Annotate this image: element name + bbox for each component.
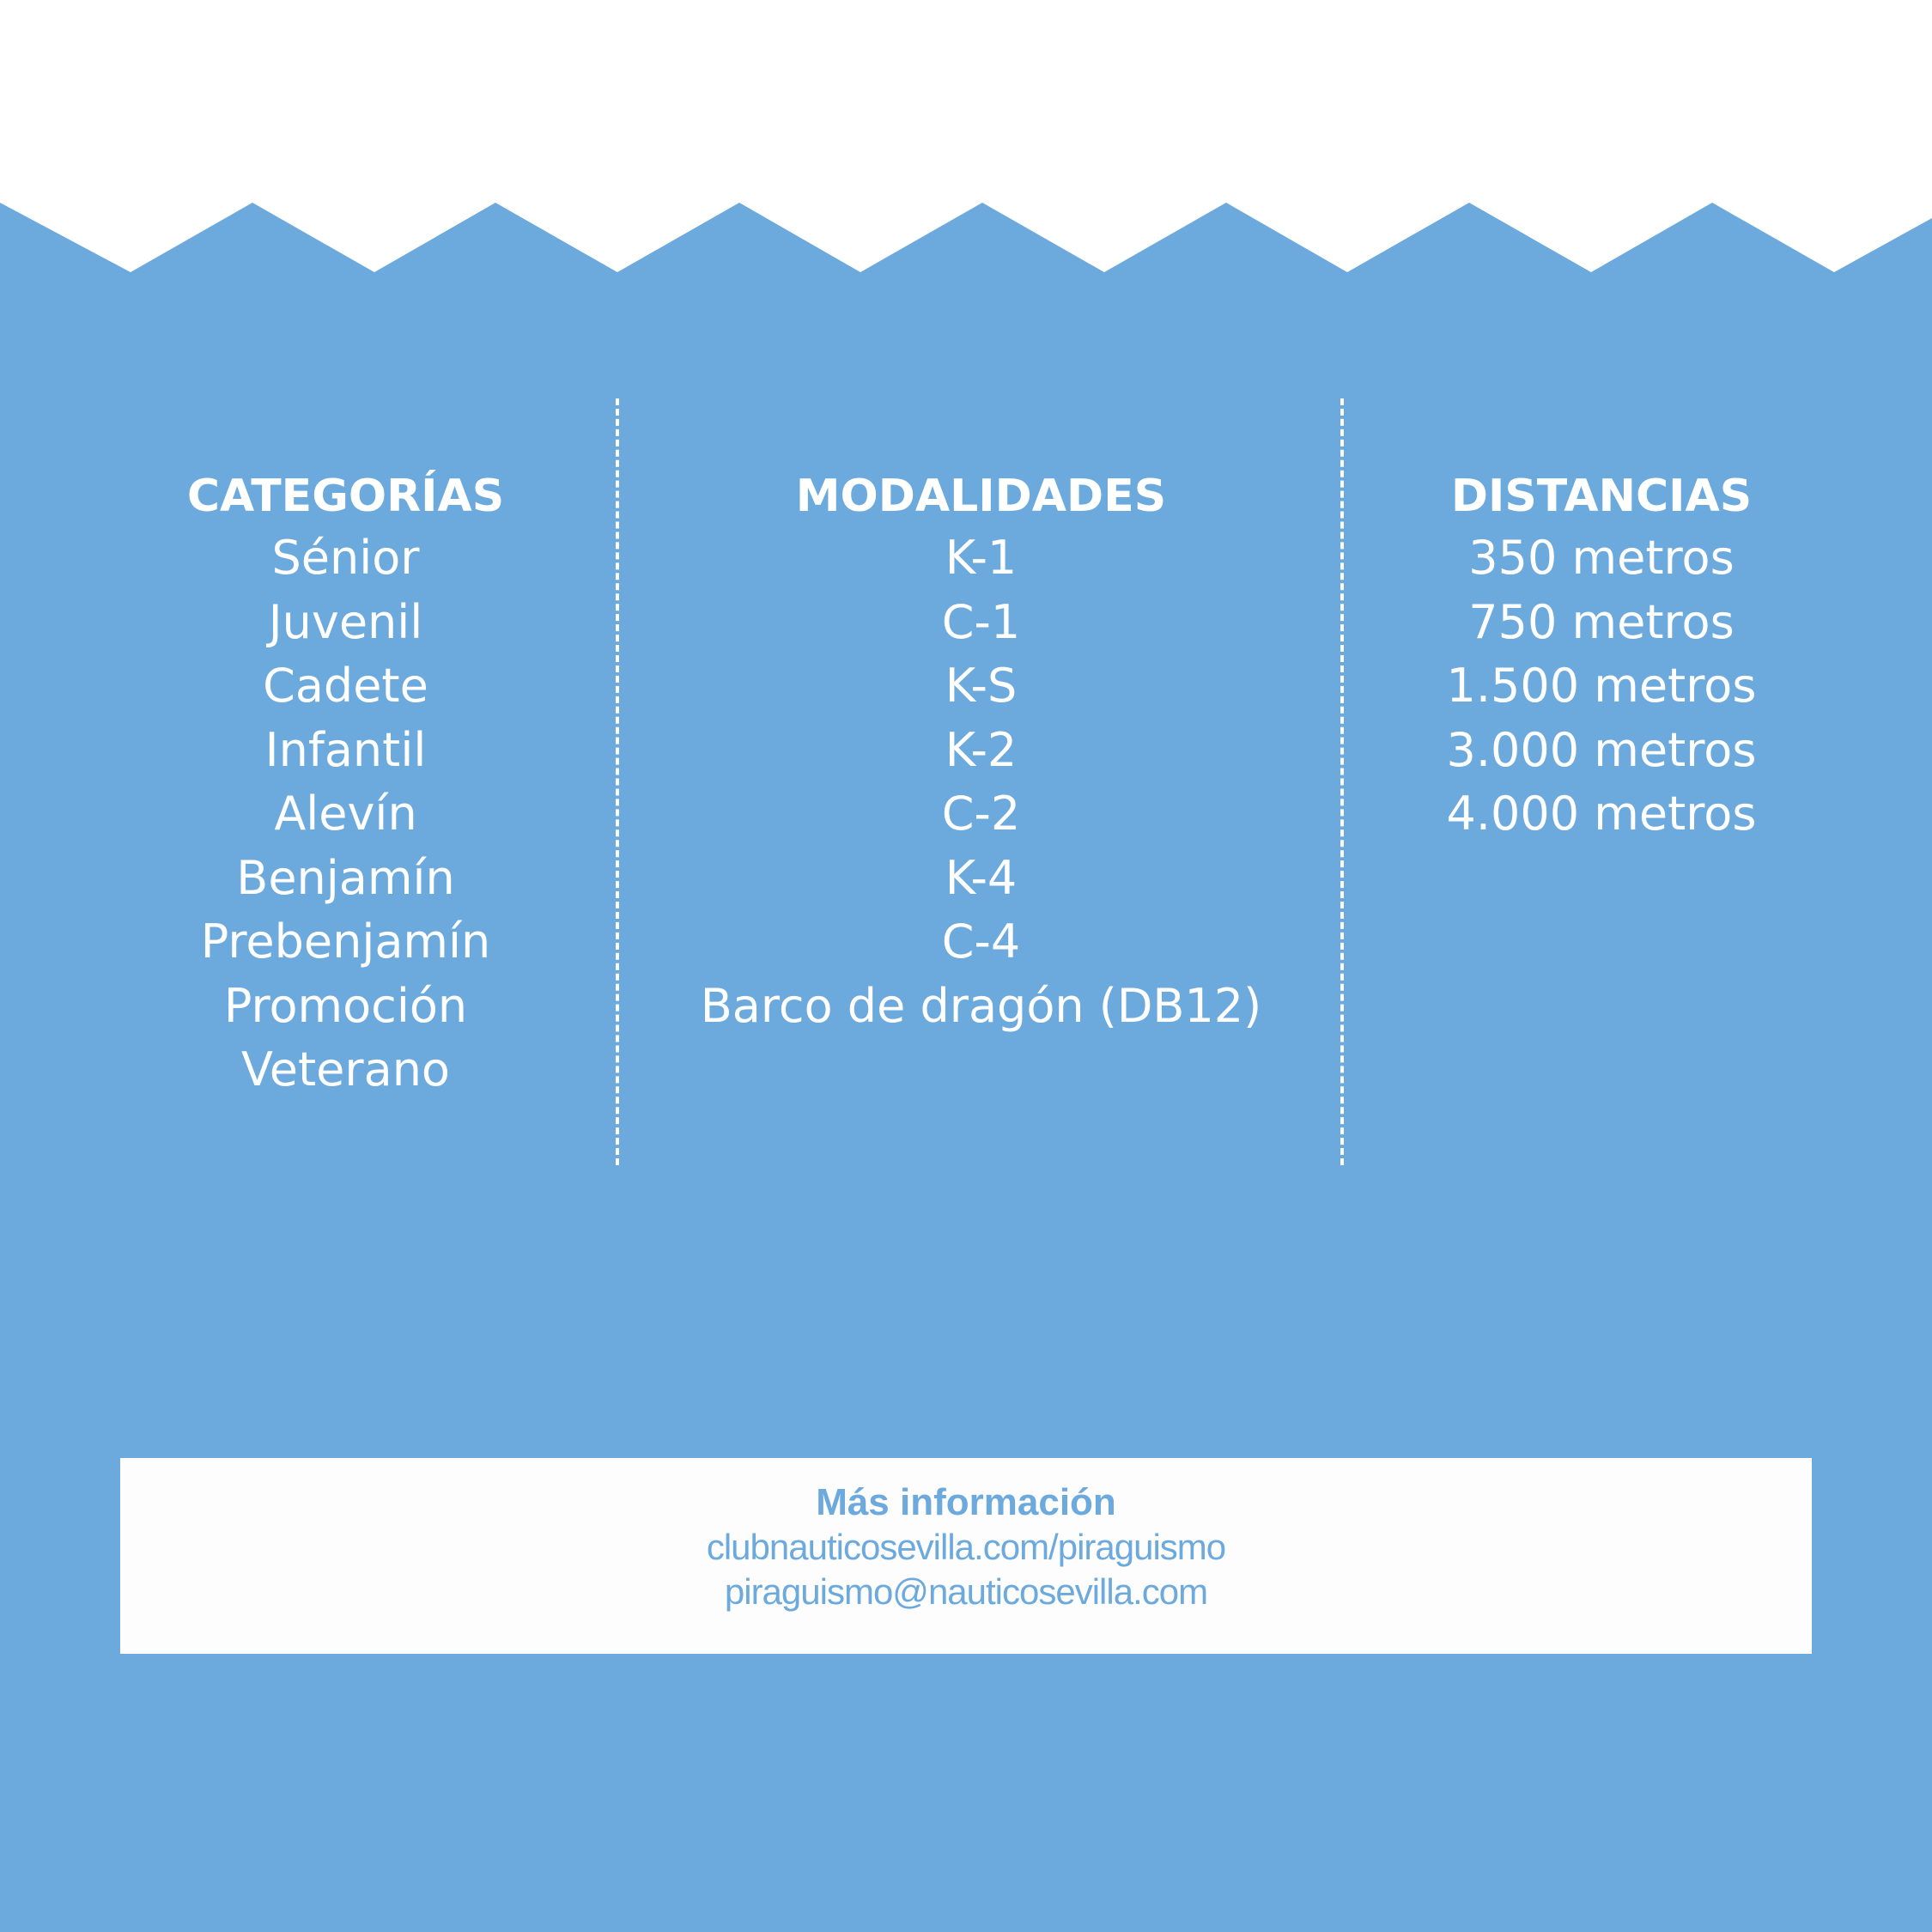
categoria-item: Alevín <box>274 787 417 841</box>
modalidades-column <box>687 466 1275 1038</box>
distancia-item: 750 metros <box>1468 594 1735 649</box>
column-divider-left <box>616 398 619 1165</box>
modalidad-item: K-S <box>945 659 1018 713</box>
distancia-item: 3.000 metros <box>1446 722 1757 777</box>
categorias-column <box>129 466 562 1103</box>
modalidad-item: K-1 <box>945 531 1018 585</box>
categoria-item: Prebenjamín <box>200 914 491 969</box>
distancias-heading: DISTANCIAS <box>1450 471 1753 522</box>
modalidad-item: K-2 <box>945 722 1018 777</box>
modalidad-item: K-4 <box>945 850 1018 905</box>
distancias-column <box>1408 466 1795 847</box>
info-box <box>120 1458 1812 1654</box>
categoria-item: Benjamín <box>236 850 455 905</box>
column-divider-right <box>1340 398 1344 1165</box>
categoria-item: Promoción <box>223 978 468 1033</box>
modalidades-list <box>687 526 1275 1038</box>
categoria-item: Juvenil <box>268 594 423 649</box>
modalidad-item: C-2 <box>941 787 1021 841</box>
categoria-item: Veterano <box>241 1042 450 1097</box>
info-title: Más información <box>816 1481 1116 1523</box>
categoria-item: Infantil <box>264 722 427 777</box>
categoria-item: Cadete <box>263 659 428 713</box>
modalidad-item: C-4 <box>941 914 1021 969</box>
categoria-item: Sénior <box>271 531 420 585</box>
distancias-list <box>1408 526 1795 847</box>
distancia-item: 350 metros <box>1468 531 1735 585</box>
modalidad-item: Barco de dragón (DB12) <box>700 978 1262 1033</box>
distancia-item: 1.500 metros <box>1446 659 1757 713</box>
modalidad-item: C-1 <box>941 594 1021 649</box>
modalidades-heading: MODALIDADES <box>795 471 1167 522</box>
categorias-list <box>129 526 562 1103</box>
distancia-item: 4.000 metros <box>1446 787 1757 841</box>
email-link[interactable]: piraguismo@nauticosevilla.com <box>724 1571 1208 1612</box>
categorias-heading: CATEGORÍAS <box>186 471 505 522</box>
website-link[interactable]: clubnauticosevilla.com/piraguismo <box>706 1527 1226 1567</box>
